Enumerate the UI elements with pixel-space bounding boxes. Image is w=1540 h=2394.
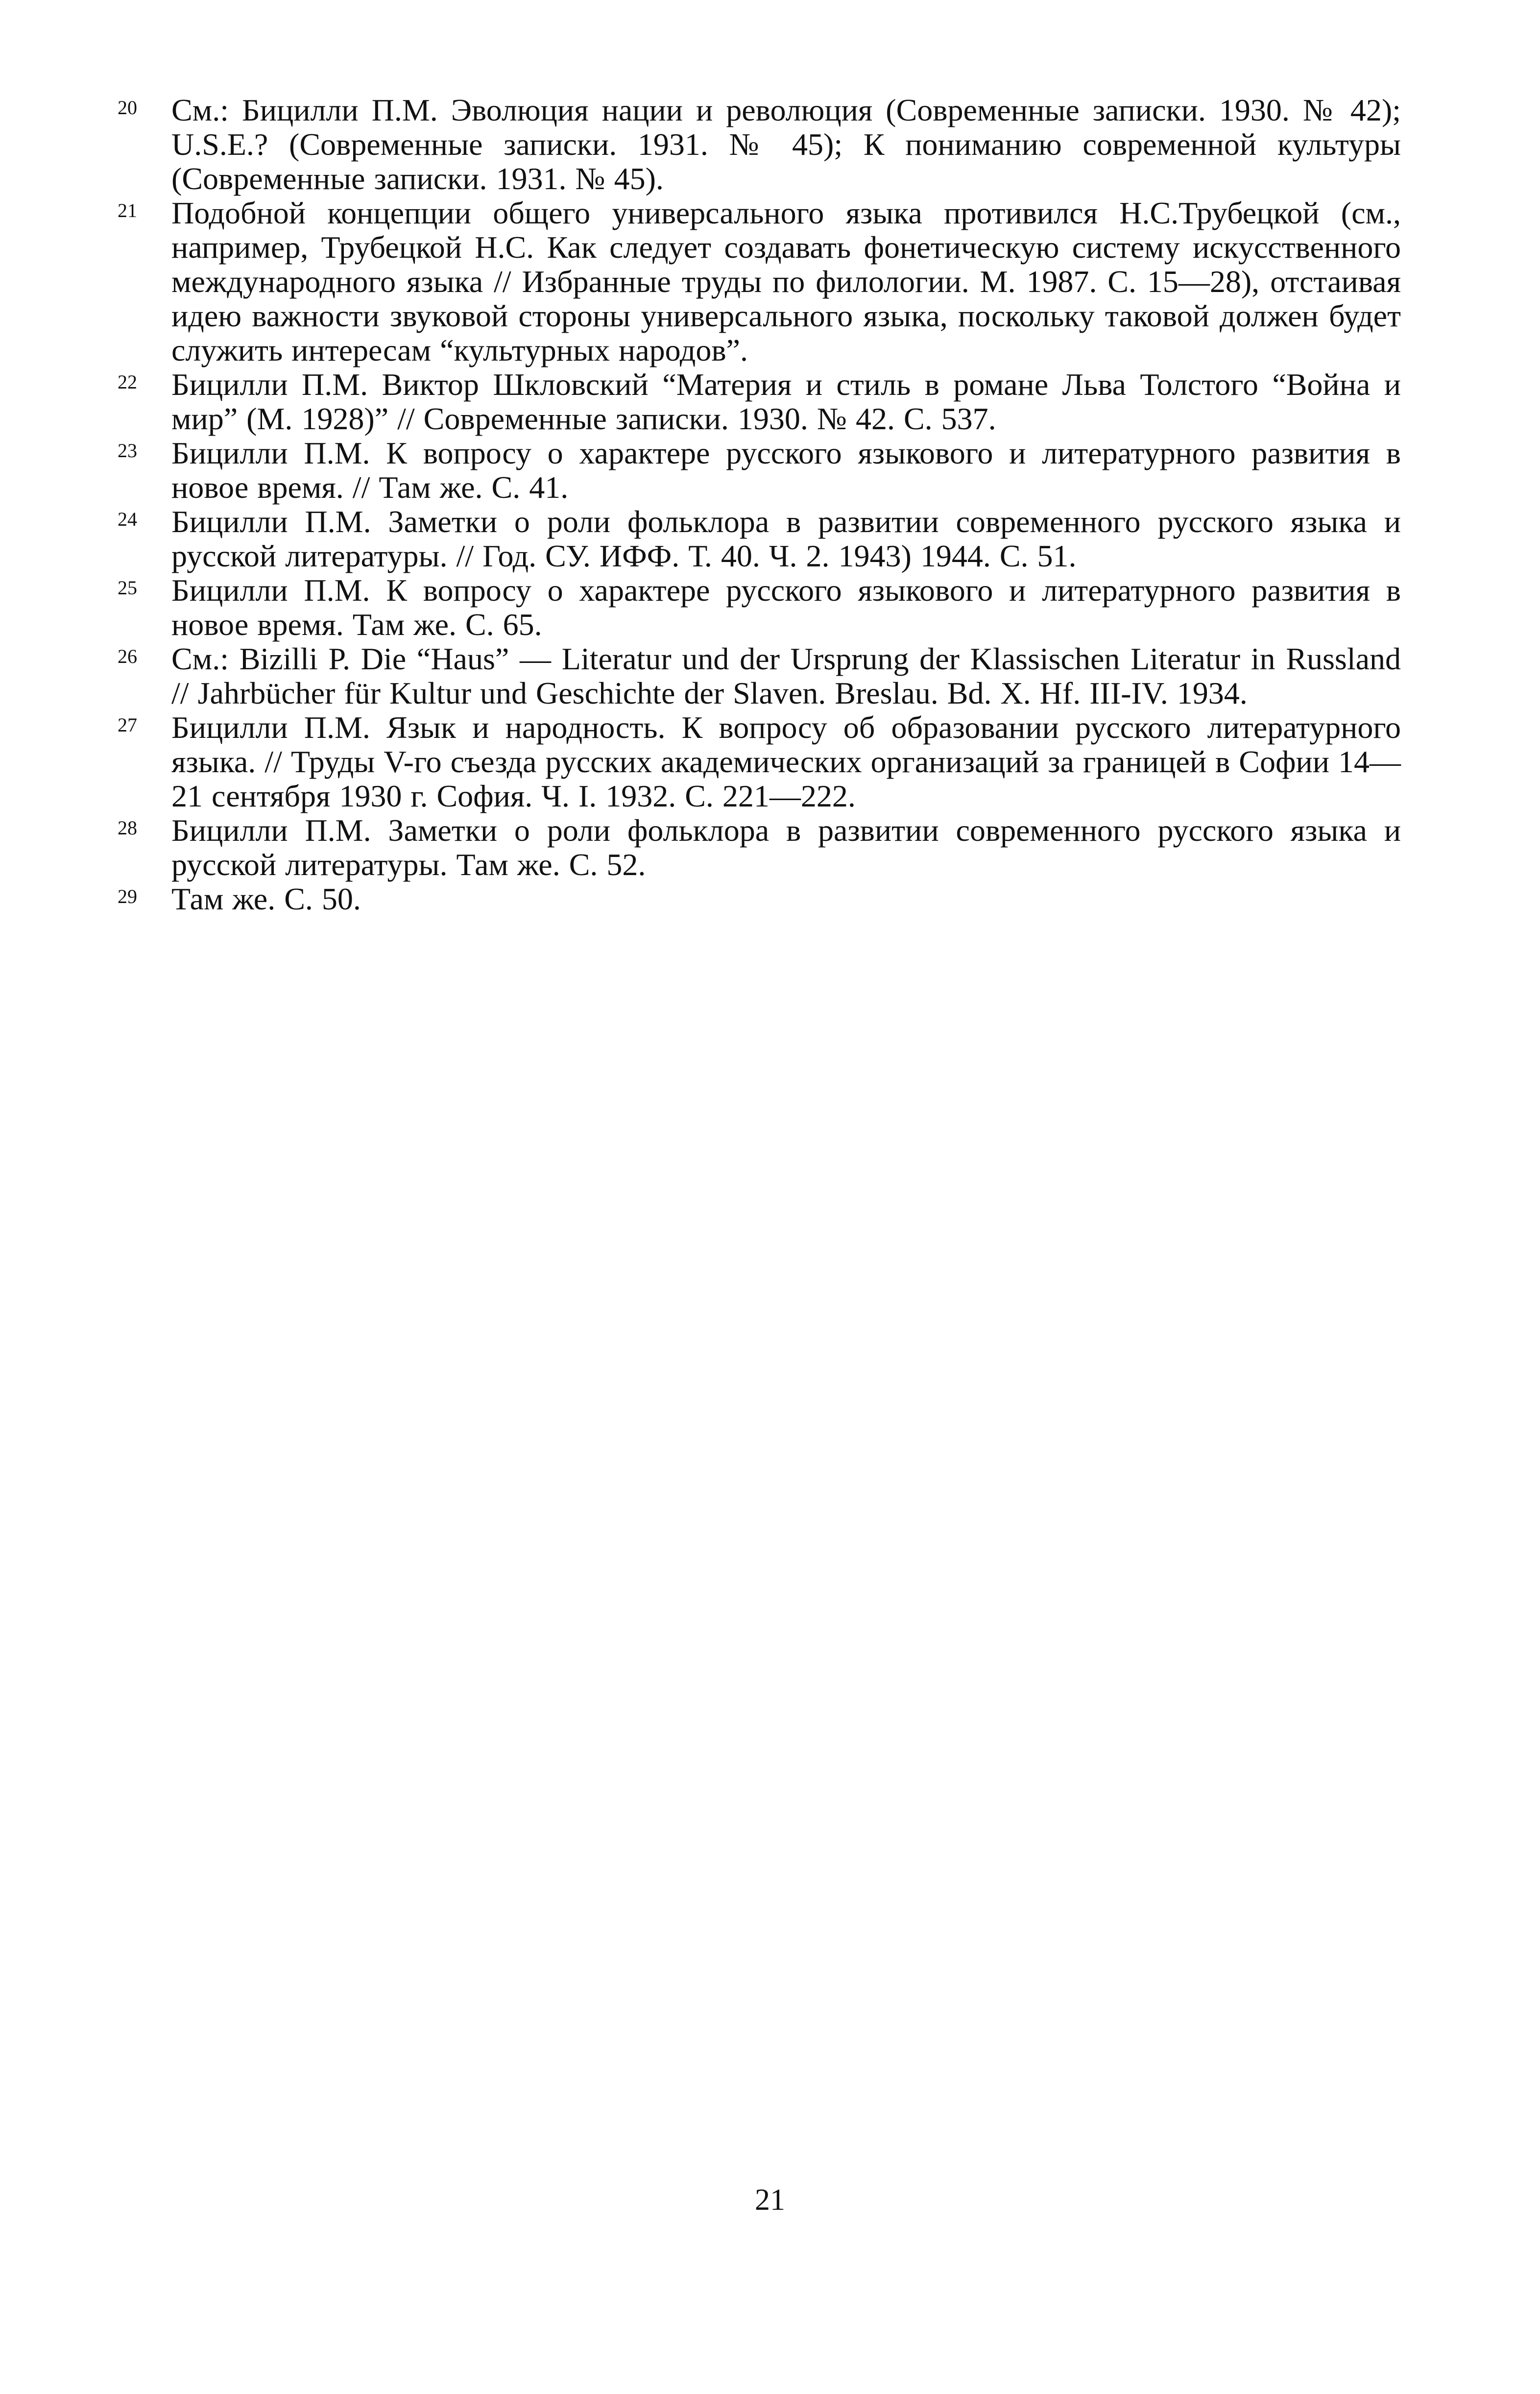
footnote-text: Бицилли П.М. Заметки о роли фольклора в развитии современного русского языка и русской литературы. Там же. С. 52. <box>171 813 1401 882</box>
footnote-number: 25 <box>118 577 137 599</box>
footnote-number: 24 <box>118 508 137 530</box>
footnote <box>118 642 1401 710</box>
footnote-text: Бицилли П.М. К вопросу о характере русского языкового и литературного развития в новое время. Там же. С. 65. <box>171 573 1401 642</box>
footnote-text: См.: Bizilli P. Die “Haus” — Literatur und der Ursprung der Klassischen Literatur in Russland // Jahrbücher für Kultur und Geschichte der Slaven. Breslau. Bd. X. Hf. III-IV. 1934. <box>171 641 1401 710</box>
footnote-number: 23 <box>118 440 137 462</box>
footnote-text: Бицилли П.М. Виктор Шкловский “Материя и стиль в романе Льва Толстого “Война и мир” (М. 1928)” // Современные записки. 1930. № 42. С. 537. <box>171 367 1401 436</box>
footnote-text: Подобной концепции общего универсального языка противился Н.С.Трубецкой (см., например, Трубецкой Н.С. Как следует создавать фонетическую систему искусственного международного языка // Избранные труды по филологии. М. 1987. С. 15—28), отстаивая идею важности звуковой стороны универсального языка, поскольку таковой должен будет служить интересам “культурных народов”. <box>171 195 1401 367</box>
footnote <box>118 573 1401 642</box>
footnote-text: Там же. С. 50. <box>171 881 361 916</box>
footnote <box>118 436 1401 505</box>
footnote-text: См.: Бицилли П.М. Эволюция нации и революция (Современные записки. 1930. № 42); U.S.E.? (Современные записки. 1931. № 45); К пониманию современной культуры (Современные записки. 1931. № 45). <box>171 93 1401 196</box>
footnote <box>118 710 1401 813</box>
footnote-number: 22 <box>118 371 137 393</box>
footnotes-list <box>118 93 1401 916</box>
footnote <box>118 505 1401 573</box>
footnote-number: 29 <box>118 885 137 907</box>
footnote <box>118 93 1401 196</box>
footnote-number: 27 <box>118 714 137 736</box>
footnote <box>118 367 1401 436</box>
footnote-number: 28 <box>118 817 137 839</box>
footnote <box>118 196 1401 367</box>
footnote-number: 21 <box>118 199 137 221</box>
footnote-number: 26 <box>118 645 137 667</box>
footnote <box>118 882 1401 916</box>
footnote-text: Бицилли П.М. Заметки о роли фольклора в развитии современного русского языка и русской литературы. // Год. СУ. ИФФ. Т. 40. Ч. 2. 1943) 1944. С. 51. <box>171 504 1401 573</box>
footnote <box>118 813 1401 882</box>
footnote-number: 20 <box>118 97 137 119</box>
page-number: 21 <box>755 2183 785 2217</box>
footnote-text: Бицилли П.М. Язык и народность. К вопросу об образовании русского литературного языка. // Труды V-го съезда русских академических организаций за границей в Софии 14—21 сентября 1930 г. София. Ч. I. 1932. С. 221—222. <box>171 710 1401 813</box>
footnote-text: Бицилли П.М. К вопросу о характере русского языкового и литературного развития в новое время. // Там же. С. 41. <box>171 436 1401 505</box>
